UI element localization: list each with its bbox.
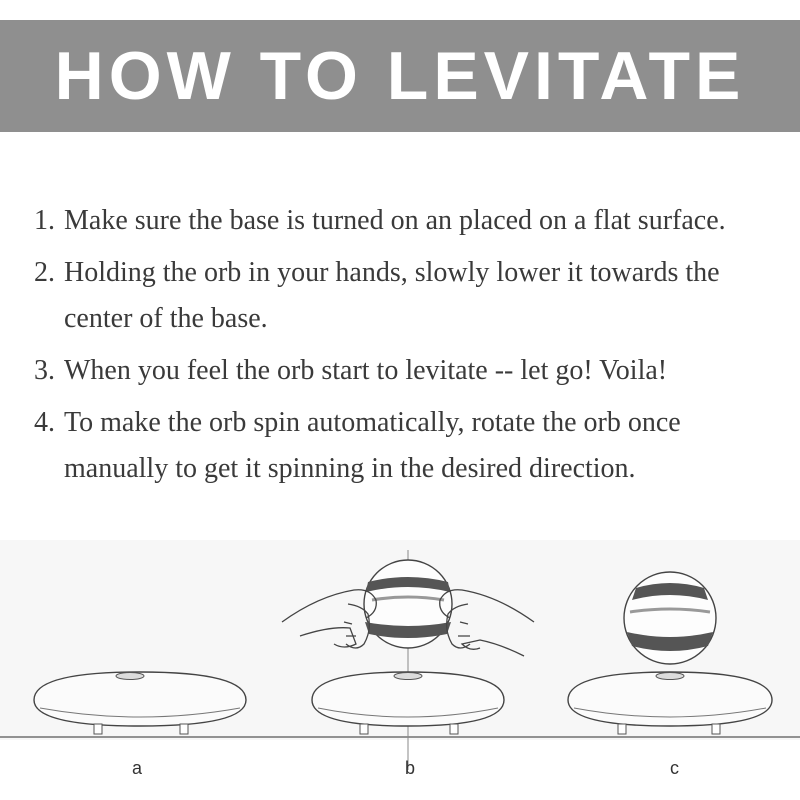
orb-b — [364, 560, 452, 648]
step-number: 4. — [34, 407, 55, 438]
instruction-step-3 — [34, 348, 780, 394]
page-title: HOW TO LEVITATE — [54, 38, 746, 114]
step-text: Holding the orb in your hands, slowly lower it towards the center of the base. — [64, 257, 720, 334]
instruction-step-4 — [34, 400, 780, 492]
step-text: When you feel the orb start to levitate -- let go! Voila! — [64, 355, 668, 386]
title-banner — [0, 20, 800, 132]
step-number: 2. — [34, 257, 55, 288]
instruction-list — [34, 198, 780, 498]
instruction-step-2 — [34, 250, 780, 342]
instruction-step-1 — [34, 198, 780, 244]
step-text: To make the orb spin automatically, rotate the orb once manually to get it spinning in the desired direction. — [64, 407, 681, 484]
panel-label-c: c — [670, 758, 679, 778]
step-number: 3. — [34, 355, 55, 386]
panel-label-b: b — [405, 758, 416, 778]
step-text: Make sure the base is turned on an placed on a flat surface. — [64, 205, 726, 236]
levitation-illustration — [0, 540, 800, 800]
panel-label-a: a — [132, 758, 143, 778]
orb-c — [624, 572, 716, 664]
step-number: 1. — [34, 205, 55, 236]
